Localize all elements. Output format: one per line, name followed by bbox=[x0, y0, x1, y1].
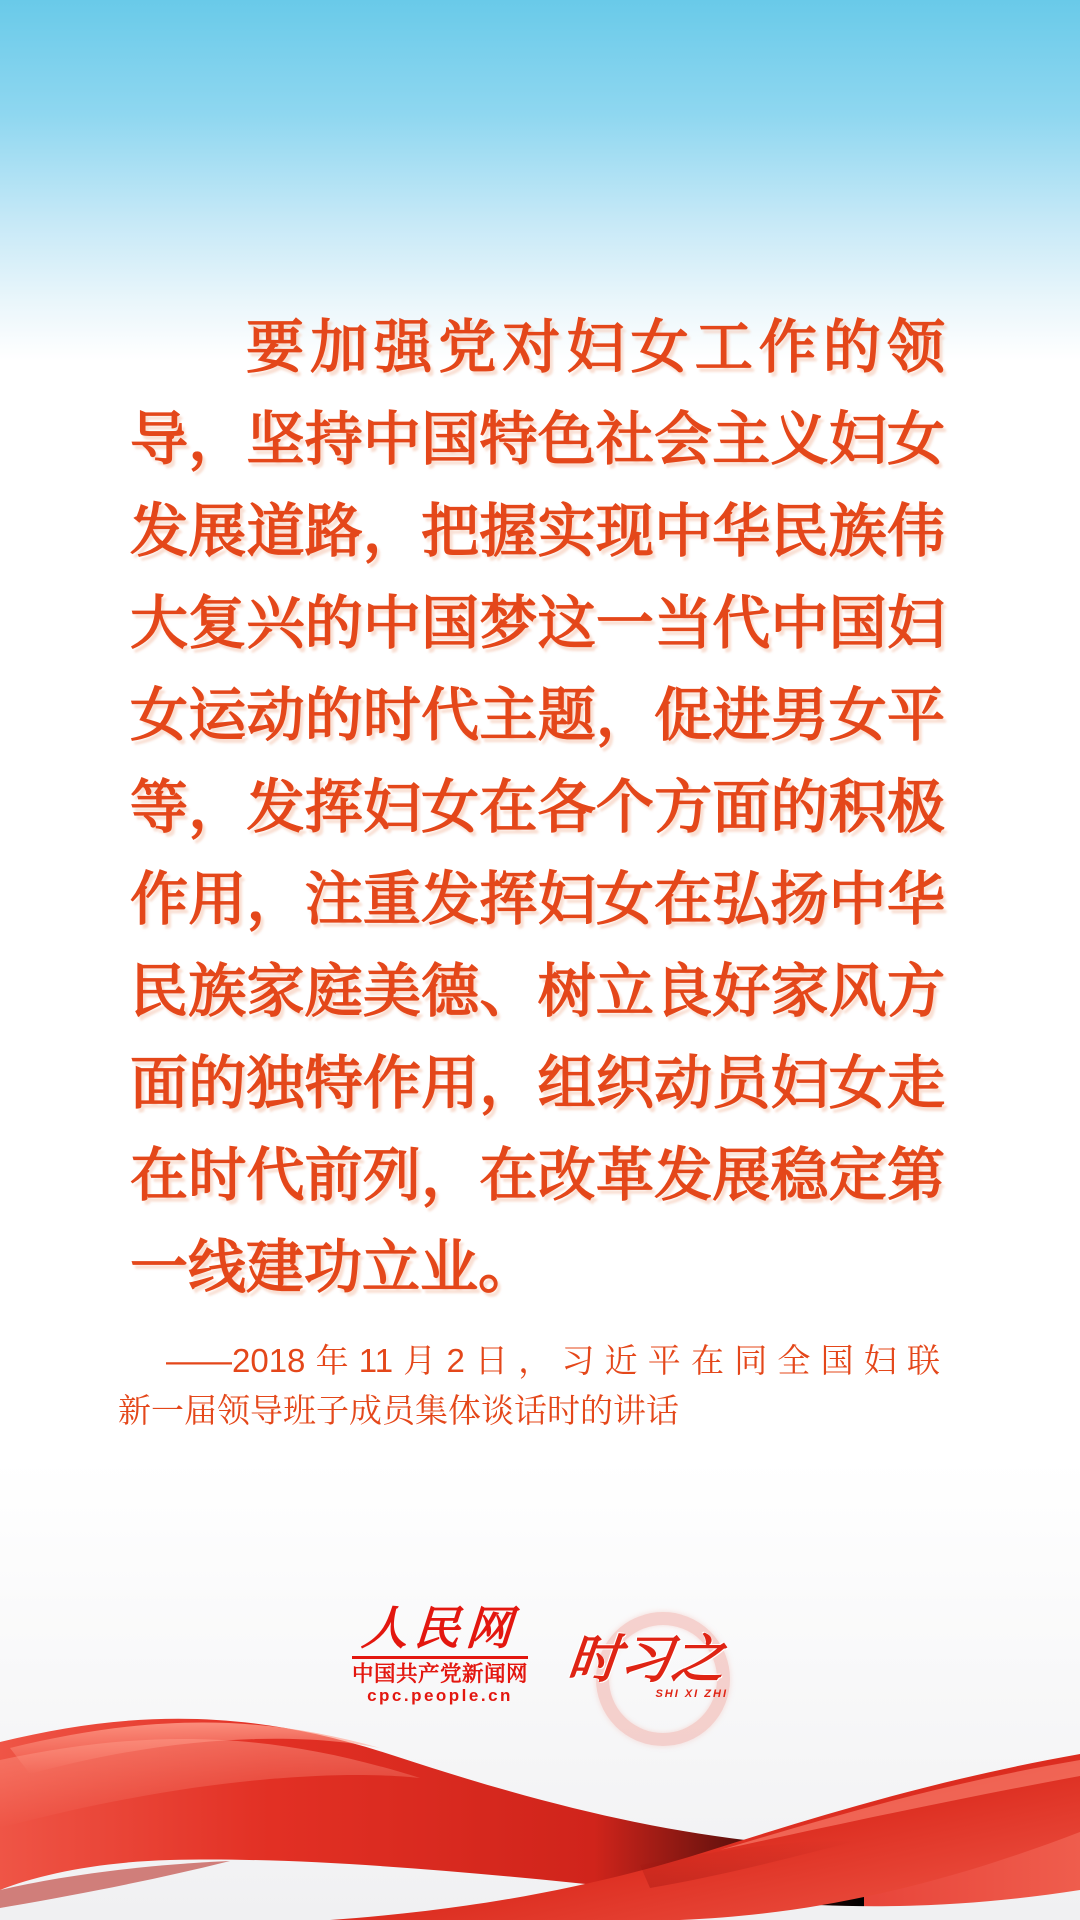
quote-line: 面的独特作用，组织动员妇女走 bbox=[130, 1051, 945, 1116]
quote-line: 导，坚持中国特色社会主义妇女 bbox=[130, 407, 945, 472]
quote-line: 在时代前列，在改革发展稳定第 bbox=[130, 1143, 945, 1208]
people-logo-divider bbox=[352, 1656, 528, 1659]
people-logo-title: 人民网 bbox=[360, 1601, 520, 1655]
quote-line: 民族家庭美德、树立良好家风方 bbox=[130, 959, 945, 1024]
attribution bbox=[118, 1336, 940, 1436]
shixizhi-title: 时习之 bbox=[564, 1631, 728, 1689]
red-ribbon-graphic bbox=[0, 1690, 1080, 1920]
quote-text bbox=[130, 302, 945, 1314]
attribution-line: ——2018年11月2日，习近平在同全国妇联 bbox=[166, 1342, 940, 1379]
quote-line: 等，发挥妇女在各个方面的积极 bbox=[130, 775, 945, 840]
people-logo-domain: cpc.people.cn bbox=[367, 1686, 513, 1705]
shixizhi-subtitle: SHI XI ZHI bbox=[655, 1688, 728, 1700]
quote-line: 一线建功立业。 bbox=[130, 1235, 537, 1300]
quote-line: 要加强党对妇女工作的领 bbox=[246, 315, 945, 380]
people-logo-subtitle: 中国共产党新闻网 bbox=[352, 1662, 529, 1686]
quote-line: 发展道路，把握实现中华民族伟 bbox=[130, 499, 945, 564]
quote-line: 作用，注重发挥妇女在弘扬中华 bbox=[130, 867, 945, 932]
attribution-line: 新一届领导班子成员集体谈话时的讲话 bbox=[118, 1392, 679, 1429]
quote-line: 女运动的时代主题，促进男女平 bbox=[130, 683, 945, 748]
quote-line: 大复兴的中国梦这一当代中国妇 bbox=[130, 591, 945, 656]
